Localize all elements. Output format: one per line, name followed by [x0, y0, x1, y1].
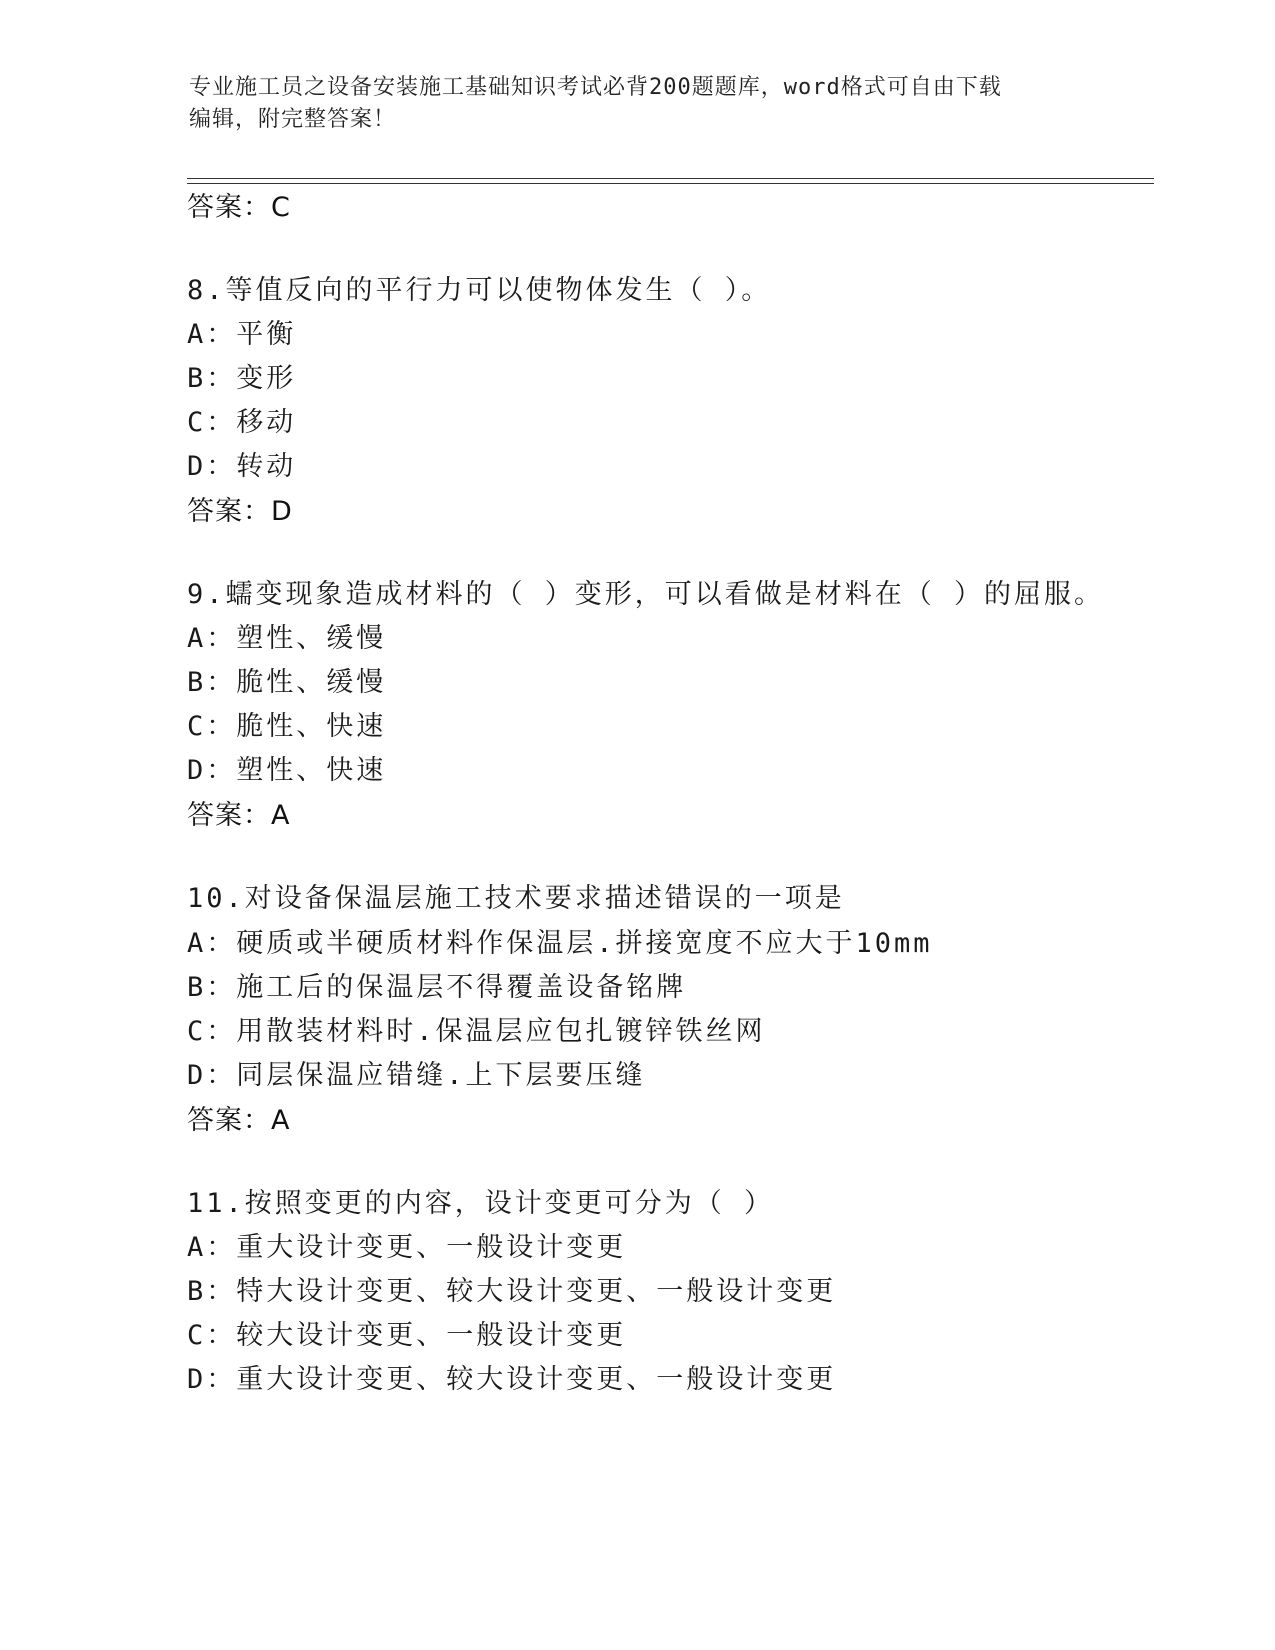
- question-10-answer: [187, 1104, 290, 1138]
- question-11-option-a: A：重大设计变更、一般设计变更: [187, 1232, 627, 1263]
- answer-value: A: [271, 1105, 291, 1136]
- answer-label: 答案：: [187, 496, 271, 527]
- question-11-option-d: D：重大设计变更、较大设计变更、一般设计变更: [187, 1364, 837, 1395]
- question-8-answer: [187, 495, 293, 529]
- header-divider-top: [187, 178, 1154, 179]
- question-9-option-c: C：脆性、快速: [187, 711, 387, 742]
- question-8-option-d: D：转动: [187, 451, 297, 482]
- answer-label: 答案：: [187, 800, 271, 831]
- header-line-1: 专业施工员之设备安装施工基础知识考试必背200题题库，word格式可自由下载: [189, 75, 1002, 100]
- question-10-stem: 10.对设备保温层施工技术要求描述错误的一项是: [187, 883, 845, 914]
- question-11-stem: 11.按照变更的内容，设计变更可分为（ ）: [187, 1188, 775, 1219]
- question-9-option-a: A：塑性、缓慢: [187, 623, 387, 654]
- question-11-option-b: B：特大设计变更、较大设计变更、一般设计变更: [187, 1276, 837, 1307]
- question-10-option-b: B：施工后的保温层不得覆盖设备铭牌: [187, 972, 687, 1003]
- question-9-option-b: B：脆性、缓慢: [187, 667, 387, 698]
- question-10-option-d: D：同层保温应错缝.上下层要压缝: [187, 1060, 646, 1091]
- header-line-2: 编辑，附完整答案！: [189, 107, 397, 132]
- answer-value: C: [271, 192, 291, 223]
- question-8-option-b: B：变形: [187, 363, 297, 394]
- question-10-option-c: C：用散装材料时.保温层应包扎镀锌铁丝网: [187, 1016, 766, 1047]
- answer-value: A: [271, 800, 291, 831]
- question-8-option-a: A：平衡: [187, 319, 297, 350]
- question-9-stem: 9.蠕变现象造成材料的（ ）变形，可以看做是材料在（ ）的屈服。: [187, 579, 1105, 610]
- question-9-answer: [187, 799, 290, 833]
- document-header: [189, 72, 1089, 136]
- answer-label: 答案：: [187, 192, 271, 223]
- question-8-stem: 8.等值反向的平行力可以使物体发生（ ）。: [187, 275, 772, 306]
- answer-label: 答案：: [187, 1105, 271, 1136]
- question-9-option-d: D：塑性、快速: [187, 755, 387, 786]
- question-11-option-c: C：较大设计变更、一般设计变更: [187, 1320, 627, 1351]
- answer-prev: [187, 191, 291, 225]
- question-8-option-c: C：移动: [187, 407, 297, 438]
- header-divider-bottom: [187, 183, 1154, 184]
- question-10-option-a: A：硬质或半硬质材料作保温层.拼接宽度不应大于10mm: [187, 928, 933, 959]
- answer-value: D: [271, 496, 293, 527]
